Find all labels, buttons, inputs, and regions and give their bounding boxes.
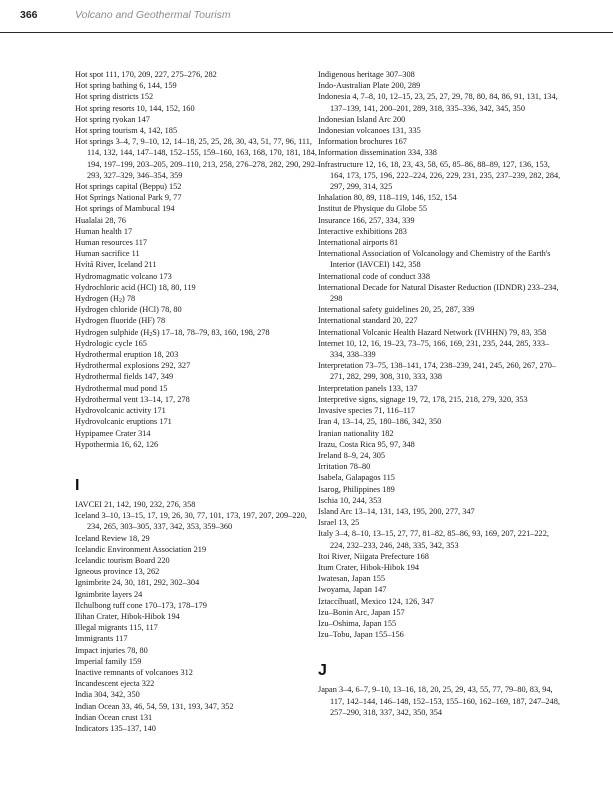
- index-entry: Itum Crater, Hibok-Hibok 194: [318, 562, 420, 572]
- index-entry: Hydrovolcanic eruptions 171: [75, 417, 172, 427]
- index-entry: Hot spring bathing 6, 144, 159: [75, 81, 177, 91]
- index-entry: Iztaccíhuatl, Mexico 124, 126, 347: [318, 596, 434, 606]
- index-entry: Ignimbrite layers 24: [75, 589, 143, 599]
- index-entry: Indo-Australian Plate 200, 289: [318, 81, 421, 91]
- index-entry: Izu–Oshima, Japan 155: [318, 618, 397, 628]
- index-entry: Infrastructure 12, 16, 18, 23, 43, 58, 65, 85–86, 88–89, 127, 136, 153, 164, 173, 175, 196, 222–224, 226, 229, 231, 235, 237–239, 282, 284, 297, 299, 314, 325: [318, 159, 561, 192]
- index-entry: International Association of Volcanology and Chemistry of the Earth's Interior (IAVCEI) 142, 358: [318, 249, 551, 270]
- index-entry: Human sacrifice 11: [75, 249, 140, 259]
- index-entry: Isabela, Galapagos 115: [318, 473, 395, 483]
- index-group-h: [75, 69, 320, 450]
- index-entry: Hydrologic cycle 165: [75, 338, 147, 348]
- index-entry: Hydrothermal mud pond 15: [75, 383, 168, 393]
- running-head: Volcano and Geothermal Tourism: [75, 9, 231, 21]
- index-entry: Human health 17: [75, 226, 133, 236]
- index-entry: IAVCEI 21, 142, 190, 232, 276, 358: [75, 499, 196, 509]
- section-letter-j: J: [318, 662, 327, 680]
- index-entry: Information brochures 167: [318, 137, 407, 147]
- index-entry: Hot spot 111, 170, 209, 227, 275–276, 282: [75, 70, 217, 79]
- index-entry: Inhalation 80, 89, 118–119, 146, 152, 154: [318, 193, 457, 203]
- index-entry: Israel 13, 25: [318, 518, 360, 528]
- index-entry: Ireland 8–9, 24, 305: [318, 450, 386, 460]
- index-entry: Hydrothermal eruption 18, 203: [75, 350, 179, 360]
- index-entry: Hydrothermal fields 147, 349: [75, 372, 174, 382]
- index-entry: Iran 4, 13–14, 25, 180–186, 342, 350: [318, 417, 442, 427]
- index-group-i-continued: [318, 69, 563, 640]
- index-entry: Incandescent ejecta 322: [75, 679, 155, 689]
- index-entry: Itoi River, Niigata Prefecture 168: [318, 551, 429, 561]
- index-entry: Iranian nationality 182: [318, 428, 394, 438]
- index-entry: Ilchulbong tuff cone 170–173, 178–179: [75, 600, 207, 610]
- page-header: [0, 0, 613, 33]
- index-entry: Illegal migrants 115, 117: [75, 623, 158, 633]
- index-entry: Hot springs 3–4, 7, 9–10, 12, 14–18, 25, 25, 28, 30, 43, 51, 77, 96, 111, 114, 132, 144, 147–148, 152–155, 159–160, 163, 168, 170, 181, 184, 194, 197–199, 203–205, 209–110, 213, 258, 276–278, 282, 290, 292–293, 327–329, 346–354, 359: [75, 137, 320, 180]
- index-entry: Irritation 78–80: [318, 462, 371, 472]
- index-entry: Imperial family 159: [75, 656, 142, 666]
- index-entry: Indian Ocean 33, 46, 54, 59, 131, 193, 347, 352: [75, 701, 234, 711]
- index-entry: Izu–Tobu, Japan 155–156: [318, 630, 404, 640]
- index-entry: Inactive remnants of volcanoes 312: [75, 667, 193, 677]
- index-entry: Ilihan Crater, Hibok-Hibok 194: [75, 611, 180, 621]
- index-entry: Hot spring districts 152: [75, 92, 154, 102]
- index-entry: Island Arc 13–14, 131, 143, 195, 200, 277, 347: [318, 506, 475, 516]
- index-entry: Iwatesan, Japan 155: [318, 574, 386, 584]
- index-entry: Icelandic Environment Association 219: [75, 544, 207, 554]
- index-entry: Hualalai 28, 76: [75, 215, 126, 225]
- index-entry: Hydrogen chloride (HCl) 78, 80: [75, 305, 182, 315]
- index-entry: International airports 81: [318, 238, 399, 248]
- index-entry: Iwoyama, Japan 147: [318, 585, 387, 595]
- index-entry: Hydrogen fluoride (HF) 78: [75, 316, 166, 326]
- index-entry: Impact injuries 78, 80: [75, 645, 148, 655]
- index-entry: India 304, 342, 350: [75, 690, 140, 700]
- index-entry: Hydrogen sulphide $(H_2S)$ 17–18, 78–79, 83, 160, 198, 278: [75, 327, 270, 338]
- index-entry: Ischia 10, 244, 353: [318, 495, 382, 505]
- index-entry: Hot spring tourism 4, 142, 185: [75, 126, 178, 136]
- index-entry: Indian Ocean crust 131: [75, 712, 153, 722]
- index-group-i: [75, 499, 320, 734]
- index-entry: Hot springs capital (Beppu) 152: [75, 182, 182, 192]
- index-entry: Hot springs of Mambucal 194: [75, 204, 175, 214]
- index-entry: International code of conduct 338: [318, 271, 430, 281]
- index-entry: Hypothermia 16, 62, 126: [75, 439, 159, 449]
- index-entry: Indicators 135–137, 140: [75, 723, 156, 733]
- index-entry: Interpretation panels 133, 137: [318, 383, 418, 393]
- index-entry: Indonesian Island Arc 200: [318, 114, 406, 124]
- index-entry: Hydrothermal explosions 292, 327: [75, 361, 191, 371]
- index-entry: Hot spring resorts 10, 144, 152, 160: [75, 103, 195, 113]
- index-entry: Iceland Review 18, 29: [75, 533, 150, 543]
- index-entry: Indigenous heritage 307–308: [318, 70, 415, 79]
- index-entry: Institut de Physique du Globe 55: [318, 204, 428, 214]
- index-entry: Insurance 166, 257, 334, 339: [318, 215, 415, 225]
- index-entry: Interpretive signs, signage 19, 72, 178, 215, 218, 279, 320, 353: [318, 394, 528, 404]
- index-entry: Hvítá River, Iceland 211: [75, 260, 157, 270]
- index-entry: Hot spring ryokan 147: [75, 114, 150, 124]
- index-entry: Isarog, Philippines 189: [318, 484, 395, 494]
- index-entry: International standard 20, 227: [318, 316, 418, 326]
- index-entry: Hypipamee Crater 314: [75, 428, 151, 438]
- index-entry: Igneous province 13, 262: [75, 567, 160, 577]
- index-entry: Invasive species 71, 116–117: [318, 406, 416, 416]
- index-entry: International Decade for Natural Disaster Reduction (IDNDR) 233–234, 298: [318, 282, 559, 304]
- index-entry: Hydrochloric acid (HCl) 18, 80, 119: [75, 282, 196, 292]
- index-entry: Internet 10, 12, 16, 19–23, 73–75, 166, 169, 231, 235, 244, 285, 333–334, 338–339: [318, 338, 550, 360]
- index-entry: Human resources 117: [75, 238, 148, 248]
- index-entry: Hydrothermal vent 13–14, 17, 278: [75, 394, 190, 404]
- index-column-right: [318, 69, 563, 718]
- index-group-j: [318, 684, 563, 718]
- index-entry: Icelandic tourism Board 220: [75, 555, 170, 565]
- index-entry: Japan 3–4, 6–7, 9–10, 13–16, 18, 20, 25, 29, 43, 55, 77, 79–80, 83, 94, 117, 142–144, 146–148, 152–153, 155–160, 162–169, 187, 247–248, 257–290, 318, 337, 342, 350, 354: [318, 685, 560, 717]
- index-entry: Interpretation 73–75, 138–141, 174, 238–239, 241, 245, 260, 267, 270–271, 282, 299, 308, 310, 333, 338: [318, 361, 557, 382]
- index-entry: Izu–Bonin Arc, Japan 157: [318, 607, 405, 617]
- index-entry: Ignimbrite 24, 30, 181, 292, 302–304: [75, 578, 200, 588]
- index-entry: Information dissemination 334, 338: [318, 148, 437, 158]
- index-column-left: [75, 69, 320, 734]
- index-entry: Hydrogen $(H_2)$ 78: [75, 294, 136, 305]
- section-letter-i: I: [75, 476, 80, 494]
- index-entry: International safety guidelines 20, 25, 287, 339: [318, 305, 475, 315]
- index-entry: Iceland 3–10, 13–15, 17, 19, 26, 30, 77, 101, 173, 197, 207, 209–220, 234, 265, 303–305, 337, 342, 353, 359–360: [75, 511, 307, 532]
- index-entry: Hydrovolcanic activity 171: [75, 406, 166, 416]
- index-entry: Immigrants 117: [75, 634, 128, 644]
- index-entry: International Volcanic Health Hazard Network (IVHHN) 79, 83, 358: [318, 327, 547, 337]
- index-entry: Indonesia 4, 7–8, 10, 12–15, 23, 25, 27, 29, 78, 80, 84, 86, 91, 131, 134, 137–139, 141, 200–201, 289, 318, 335–336, 342, 345, 350: [318, 92, 558, 113]
- index-entry: Indonesian volcanoes 131, 335: [318, 126, 421, 136]
- index-entry: Italy 3–4, 8–10, 13–15, 27, 77, 81–82, 85–86, 93, 169, 207, 221–222, 224, 232–233, 246, 248, 335, 342, 353: [318, 529, 549, 550]
- index-entry: Hot Springs National Park 9, 77: [75, 193, 182, 203]
- index-entry: Hydromagmatic volcano 173: [75, 271, 172, 281]
- index-entry: Irazu, Costa Rica 95, 97, 348: [318, 439, 415, 449]
- page-number: 366: [20, 9, 38, 21]
- index-entry: Interactive exhibitions 283: [318, 226, 407, 236]
